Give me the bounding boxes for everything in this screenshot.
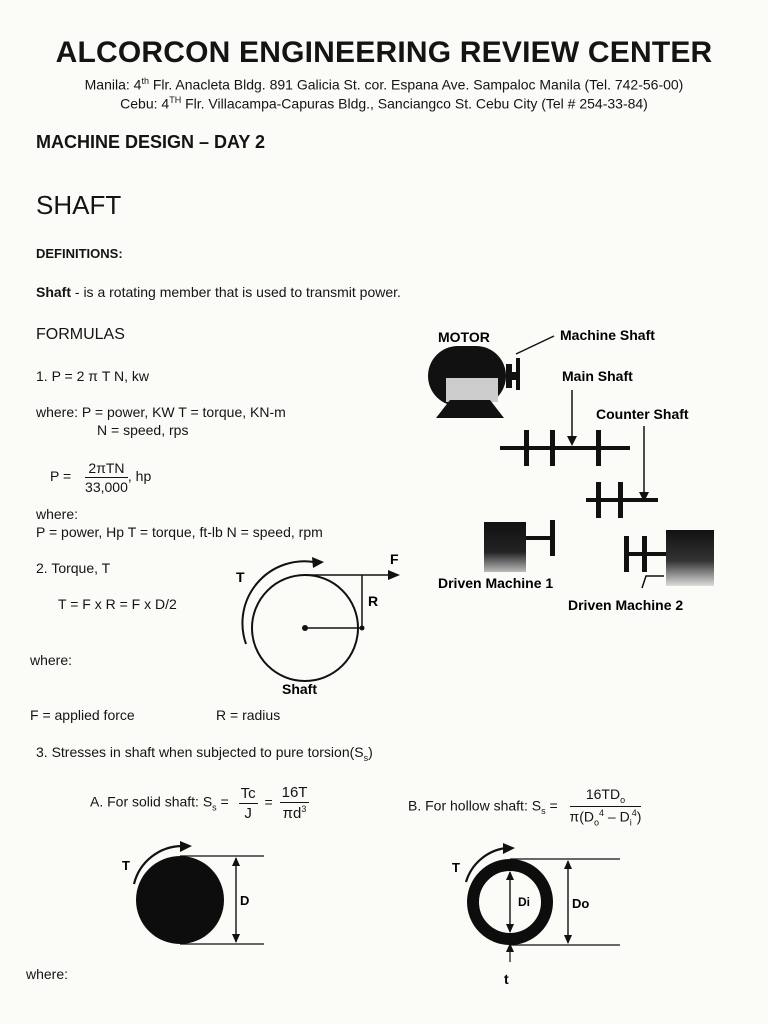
solid-d-label: D xyxy=(240,893,250,908)
cebu-address: Cebu: 4TH Flr. Villacampa-Capuras Bldg., Sanciangco St. Cebu City (Tel # 254-33-84) xyxy=(120,95,648,112)
main-shaft-line xyxy=(500,430,630,466)
solid-shaft-diagram xyxy=(116,838,276,954)
formula-1-where-1: where: P = power, KW T = torque, KN-m xyxy=(36,404,286,420)
inner-diameter-label: Di xyxy=(518,895,530,909)
driven-machine-2-pointer xyxy=(642,576,664,588)
formulas-heading: FORMULAS xyxy=(36,326,125,343)
driven-machine-1-icon xyxy=(484,520,555,572)
formula-2-radius: R = radius xyxy=(216,707,281,723)
torque-arrow xyxy=(312,557,324,568)
solid-shaft-circle xyxy=(136,856,224,944)
driven-machine-2-icon xyxy=(624,530,714,586)
torque-arc xyxy=(242,561,314,644)
machine-shaft-label: Machine Shaft xyxy=(560,327,655,343)
topic-heading: SHAFT xyxy=(36,190,122,220)
hollow-t-label: T xyxy=(452,860,460,875)
hollow-shaft-formula: B. For hollow shaft: $S_s$ = $\frac{16TD_o}{\pi(D_o^4 - D_i^4)}$ xyxy=(408,786,642,828)
formula-1-where-2: N = speed, rps xyxy=(97,422,189,438)
formula-3-heading: 3. Stresses in shaft when subjected to pure $torsion(S_s)$ xyxy=(36,744,373,763)
solid-shaft-formula: A. For solid shaft: $S_s$ = $\frac{Tc}{J}$ = $\frac{16T}{\pi d^3}$ xyxy=(90,784,308,822)
manila-address: Manila: 4th Flr. Anacleta Bldg. 891 Galicia St. cor. Espana Ave. Sampaloc Manila (Tel. 742-56-00) xyxy=(84,76,684,93)
shaft-label: Shaft xyxy=(282,681,317,697)
thickness-label: t xyxy=(504,971,509,987)
main-shaft-label: Main Shaft xyxy=(562,368,633,384)
definitions-heading: DEFINITIONS: xyxy=(36,246,123,261)
subject-heading: MACHINE DESIGN – DAY 2 xyxy=(36,132,266,152)
hollow-shaft-diagram xyxy=(440,838,630,988)
force-arrow xyxy=(388,570,400,580)
shaft-definition: Shaft - is a rotating member that is used to transmit power. xyxy=(36,284,401,300)
formula-1-where-3: where: xyxy=(36,506,79,522)
torque-t-label: T xyxy=(236,569,245,585)
formula-2-heading: 2. Torque, T xyxy=(36,560,111,576)
machine-shaft-pointer xyxy=(516,336,554,354)
power-transmission-diagram xyxy=(420,320,750,620)
driven-machine-1-label: Driven Machine 1 xyxy=(438,575,554,591)
outer-diameter-label: Do xyxy=(572,896,590,911)
formula-2-where: where: xyxy=(30,652,73,668)
driven-machine-2-label: Driven Machine 2 xyxy=(568,597,684,613)
radius-r-label: R xyxy=(368,593,379,609)
counter-shaft-line xyxy=(586,482,658,518)
solid-t-label: T xyxy=(122,858,130,873)
torque-diagram xyxy=(228,548,418,700)
page-title: ALCORCON ENGINEERING REVIEW CENTER xyxy=(55,36,713,69)
formula-1-hp: P = $\frac{\text{2πTN}}{33,000}$ , hp xyxy=(50,460,152,495)
force-f-label: F xyxy=(390,551,399,567)
formula-1-equation: 1. P = 2 π T N, kw xyxy=(36,368,150,384)
main-shaft-arrow xyxy=(567,436,577,446)
formula-2-force: F = applied force xyxy=(30,707,135,723)
formula-2-equation: T = F x R = F x D/2 xyxy=(58,596,177,612)
counter-shaft-label: Counter Shaft xyxy=(596,406,689,422)
motor-label: MOTOR xyxy=(438,329,490,345)
formula-3-where: where: xyxy=(26,966,69,982)
formula-1-where-4: P = power, Hp T = torque, ft-lb N = speed, rpm xyxy=(36,524,323,540)
motor-icon xyxy=(428,346,520,418)
